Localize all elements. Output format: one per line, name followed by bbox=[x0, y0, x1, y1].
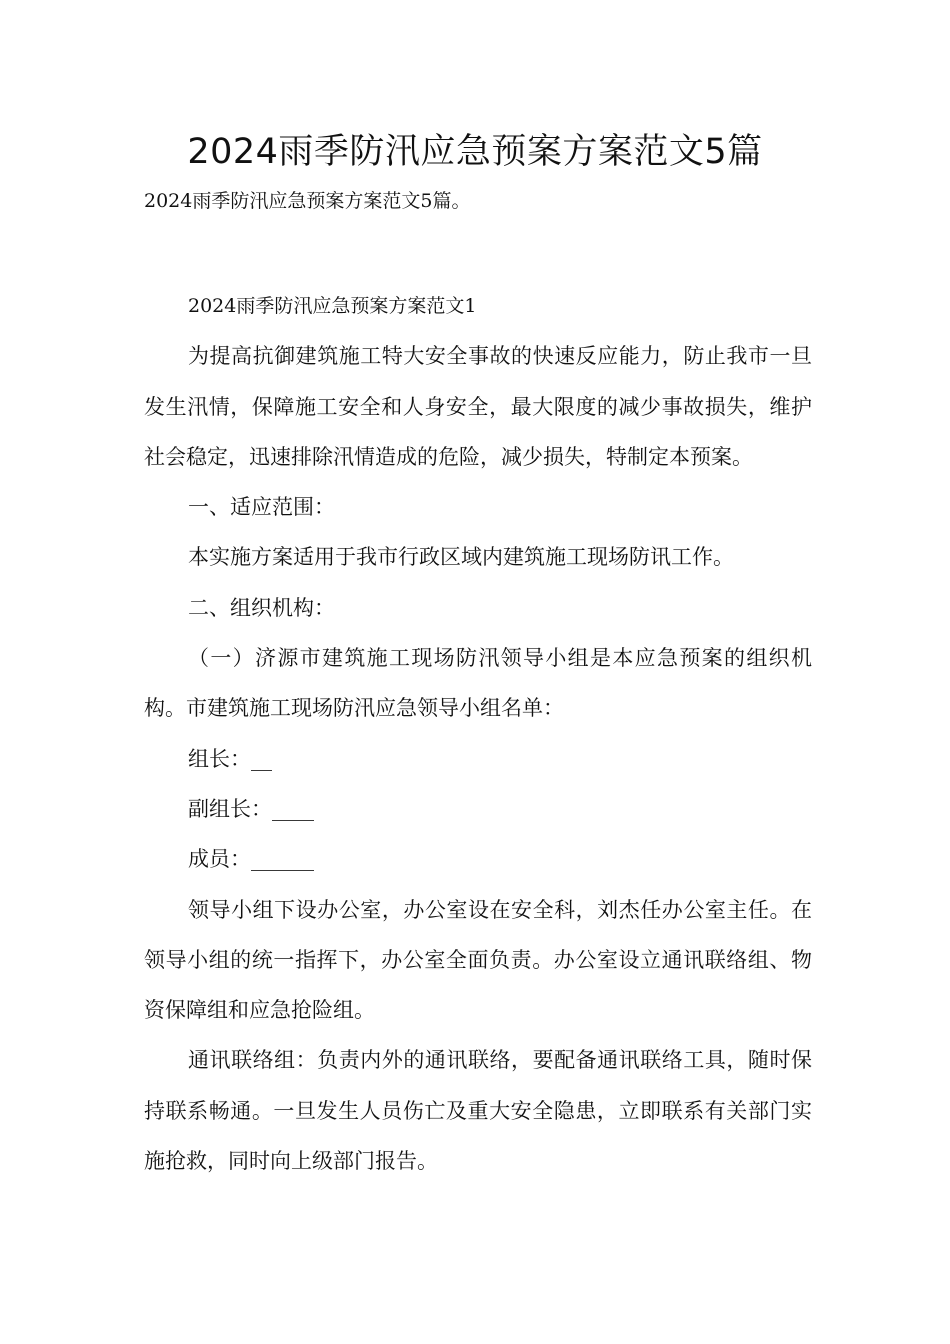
heading-scope: 一、适应范围： bbox=[188, 495, 335, 520]
paragraph-intro: 为提高抗御建筑施工特大安全事故的快速反应能力，防止我市一旦发生汛情，保障施工安全和人身安全，最大限度的减少事故损失，维护社会稳定，迅速排除汛情造成的危险，减少损失，特制定本预案。 bbox=[144, 344, 812, 469]
paragraph-office: 领导小组下设办公室，办公室设在安全科，刘杰任办公室主任。在领导小组的统一指挥下，办公室全面负责。办公室设立通讯联络组、物资保障组和应急抢险组。 bbox=[144, 897, 812, 1023]
section-heading: 2024雨季防汛应急预案方案范文1 bbox=[188, 295, 477, 317]
line-deputy-leader: 副组长：____ bbox=[188, 796, 314, 821]
paragraph-communication: 通讯联络组：负责内外的通讯联络，要配备通讯联络工具，随时保持联系畅通。一旦发生人员伤亡及重大安全隐患，立即联系有关部门实施抢救，同时向上级部门报告。 bbox=[144, 1048, 812, 1174]
heading-organization: 二、组织机构： bbox=[188, 595, 335, 620]
document-title: 2024雨季防汛应急预案方案范文5篇 bbox=[187, 132, 763, 172]
document-subtitle: 2024雨季防汛应急预案方案范文5篇。 bbox=[144, 190, 471, 212]
line-members: 成员：______ bbox=[188, 847, 314, 872]
paragraph-scope: 本实施方案适用于我市行政区域内建筑施工现场防讯工作。 bbox=[188, 545, 734, 570]
line-team-leader: 组长：__ bbox=[188, 746, 272, 771]
document-body bbox=[144, 281, 812, 1186]
paragraph-organization: （一）济源市建筑施工现场防汛领导小组是本应急预案的组织机构。市建筑施工现场防汛应急领导小组名单： bbox=[144, 646, 812, 721]
